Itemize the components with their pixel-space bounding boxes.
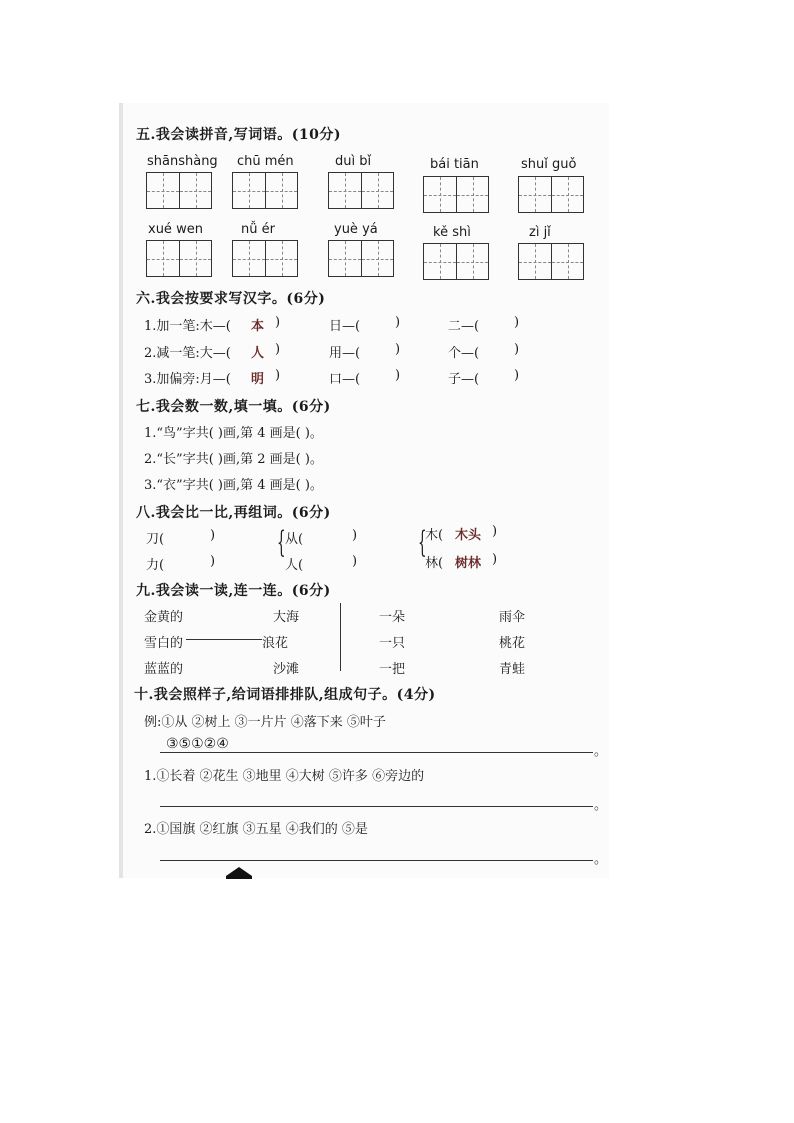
paren-close: ) xyxy=(514,315,520,330)
divider-line xyxy=(340,603,341,671)
writing-grid[interactable] xyxy=(328,240,394,277)
paren-close: ) xyxy=(514,342,520,357)
pinyin-label: xué wen xyxy=(148,222,203,237)
word-char: 木( xyxy=(425,528,444,543)
question-text: 二—( xyxy=(448,319,480,334)
paren-close: ) xyxy=(395,342,401,357)
section-5-title: 五.我会读拼音,写词语。(10分) xyxy=(136,127,341,143)
question-text: 子—( xyxy=(448,372,480,387)
question-text: 2.①国旗 ②红旗 ③五星 ④我们的 ⑤是 xyxy=(144,822,368,837)
question-text: 1.“鸟”字共( )画,第 4 画是( )。 xyxy=(144,426,323,441)
connecting-line xyxy=(186,639,262,640)
match-left-word: 一只 xyxy=(379,636,406,651)
match-left-word: 雪白的 xyxy=(144,636,184,651)
question-text: 2.“长”字共( )画,第 2 画是( )。 xyxy=(144,452,323,467)
paren-close: ) xyxy=(275,342,281,357)
pinyin-label: shuǐ guǒ xyxy=(521,157,577,172)
match-left-word: 一把 xyxy=(379,662,406,677)
match-right-word: 雨伞 xyxy=(499,610,526,625)
section-7-title: 七.我会数一数,填一填。(6分) xyxy=(136,399,331,415)
pinyin-label: nǚ ér xyxy=(241,222,275,237)
paren-close: ) xyxy=(352,554,358,569)
brace-symbol: { xyxy=(418,525,427,560)
pinyin-label: duì bǐ xyxy=(335,154,372,169)
match-left-word: 金黄的 xyxy=(144,610,184,625)
handwritten-answer: 明 xyxy=(251,372,265,387)
word-char: 力( xyxy=(146,558,165,573)
period-mark: 。 xyxy=(594,744,608,759)
writing-grid[interactable] xyxy=(232,172,298,209)
pinyin-label: shānshàng xyxy=(147,154,218,169)
period-mark: 。 xyxy=(594,798,608,813)
handwritten-answer: 树林 xyxy=(455,556,482,571)
pinyin-label: bái tiān xyxy=(430,157,479,172)
match-right-word: 沙滩 xyxy=(273,662,300,677)
match-left-word: 蓝蓝的 xyxy=(144,662,184,677)
page-marker-icon xyxy=(226,867,252,876)
match-right-word: 大海 xyxy=(273,610,300,625)
handwritten-answer: 人 xyxy=(251,346,265,361)
answer-line[interactable] xyxy=(160,752,593,753)
paren-close: ) xyxy=(210,554,216,569)
brace-symbol: { xyxy=(277,525,286,560)
pinyin-label: yuè yá xyxy=(334,222,378,237)
question-text: 1.①长着 ②花生 ③地里 ④大树 ⑤许多 ⑥旁边的 xyxy=(144,769,425,784)
writing-grid[interactable] xyxy=(328,172,394,209)
section-10-title: 十.我会照样子,给词语排排队,组成句子。(4分) xyxy=(134,687,436,703)
pinyin-label: zì jǐ xyxy=(529,225,551,240)
period-mark: 。 xyxy=(594,852,608,867)
question-text: 日—( xyxy=(329,319,361,334)
word-char: 刀( xyxy=(146,532,165,547)
match-left-word: 一朵 xyxy=(379,610,406,625)
paren-close: ) xyxy=(395,315,401,330)
example-text: 例:①从 ②树上 ③一片片 ④落下来 ⑤叶子 xyxy=(144,715,386,730)
pinyin-label: kě shì xyxy=(433,225,471,240)
match-right-word: 青蛙 xyxy=(499,662,526,677)
question-text: 1.加一笔:木—( xyxy=(144,319,231,334)
word-char: 人( xyxy=(285,558,304,573)
paren-close: ) xyxy=(275,368,281,383)
question-text: 2.减一笔:大—( xyxy=(144,346,231,361)
word-char: 从( xyxy=(285,532,304,547)
handwritten-answer: 木头 xyxy=(455,528,482,543)
writing-grid[interactable] xyxy=(146,240,212,277)
question-text: 用—( xyxy=(329,346,361,361)
match-right-word: 浪花 xyxy=(262,636,289,651)
handwritten-answer: 本 xyxy=(251,319,265,334)
page-marker-icon xyxy=(226,876,252,879)
page-edge xyxy=(119,103,123,878)
paren-close: ) xyxy=(275,315,281,330)
writing-grid[interactable] xyxy=(423,176,489,213)
paren-close: ) xyxy=(210,528,216,543)
pinyin-label: chū mén xyxy=(237,154,294,169)
writing-grid[interactable] xyxy=(423,243,489,280)
question-text: 3.加偏旁:月—( xyxy=(144,372,231,387)
answer-line[interactable] xyxy=(160,806,593,807)
writing-grid[interactable] xyxy=(518,243,584,280)
writing-grid[interactable] xyxy=(232,240,298,277)
paren-close: ) xyxy=(492,552,498,567)
match-right-word: 桃花 xyxy=(499,636,526,651)
writing-grid[interactable] xyxy=(518,176,584,213)
question-text: 个—( xyxy=(448,346,480,361)
example-answer: ③⑤①②④ xyxy=(166,736,229,752)
word-char: 林( xyxy=(425,556,444,571)
writing-grid[interactable] xyxy=(146,172,212,209)
question-text: 口—( xyxy=(329,372,361,387)
section-9-title: 九.我会读一读,连一连。(6分) xyxy=(136,583,331,599)
paren-close: ) xyxy=(395,368,401,383)
paren-close: ) xyxy=(352,528,358,543)
section-6-title: 六.我会按要求写汉字。(6分) xyxy=(136,291,326,307)
paren-close: ) xyxy=(514,368,520,383)
paren-close: ) xyxy=(492,524,498,539)
answer-line[interactable] xyxy=(160,860,593,861)
question-text: 3.“衣”字共( )画,第 4 画是( )。 xyxy=(144,478,323,493)
section-8-title: 八.我会比一比,再组词。(6分) xyxy=(136,505,331,521)
